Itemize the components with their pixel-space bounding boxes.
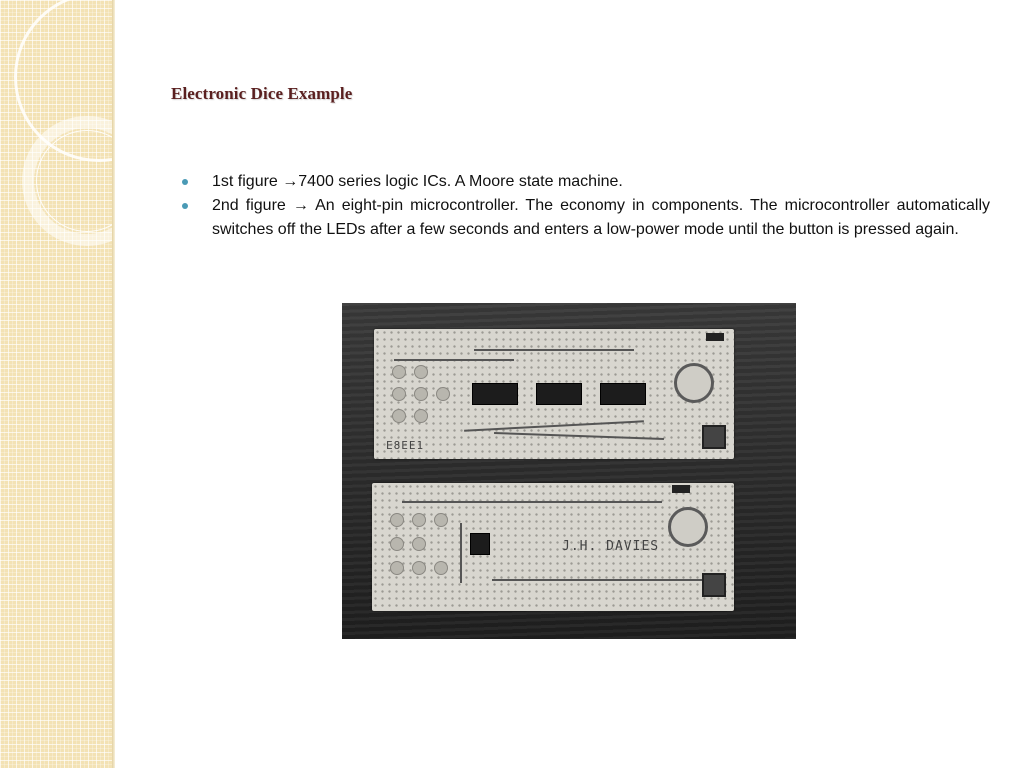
logic-ic-chip (600, 383, 646, 405)
wire (394, 359, 514, 361)
led (392, 365, 406, 379)
led (414, 387, 428, 401)
led (412, 537, 426, 551)
bullet-text: 7400 series logic ICs. A Moore state machine. (298, 173, 623, 190)
bullet-dot-icon (182, 203, 188, 209)
coin-cell-battery (668, 507, 708, 547)
logic-ic-chip (536, 383, 582, 405)
board-label: E8EE1 (386, 439, 425, 452)
right-arrow-icon: → (282, 173, 299, 190)
led (434, 513, 448, 527)
logic-ic-board (374, 329, 734, 459)
coin-cell-battery (674, 363, 714, 403)
led (390, 561, 404, 575)
right-arrow-icon: → (292, 197, 309, 214)
logic-ic-chip (472, 383, 518, 405)
microcontroller-board (372, 483, 734, 611)
wire (474, 349, 634, 351)
bullet-item (180, 170, 990, 194)
push-button (702, 573, 726, 597)
led (392, 387, 406, 401)
decorative-side-strip (0, 0, 112, 768)
led (434, 561, 448, 575)
wire (492, 579, 702, 581)
slide-title: Electronic Dice Example (171, 84, 353, 103)
bullet-prefix: 1st figure (212, 173, 283, 190)
bullet-prefix: 2nd figure (212, 197, 293, 214)
bullet-item (180, 194, 990, 242)
led (414, 409, 428, 423)
bullet-text: An eight-pin microcontroller. The economy in components. The microcontroller automatically switches off the LEDs after a few seconds and enters a low-power mode until the button is pressed again. (212, 197, 991, 238)
push-button (702, 425, 726, 449)
power-switch (672, 485, 690, 493)
wire (464, 420, 644, 431)
bullet-dot-icon (182, 179, 188, 185)
bullet-list (180, 170, 990, 242)
wire (494, 432, 664, 440)
led (414, 365, 428, 379)
led (436, 387, 450, 401)
circuit-board-photo (342, 303, 796, 639)
side-strip-edge (112, 0, 115, 768)
wire (460, 523, 462, 583)
board-label: J.H. DAVIES (562, 539, 660, 554)
microcontroller-chip (470, 533, 490, 555)
led (390, 513, 404, 527)
led (390, 537, 404, 551)
led (412, 561, 426, 575)
led (412, 513, 426, 527)
power-switch (706, 333, 724, 341)
wire (402, 501, 662, 503)
led (392, 409, 406, 423)
